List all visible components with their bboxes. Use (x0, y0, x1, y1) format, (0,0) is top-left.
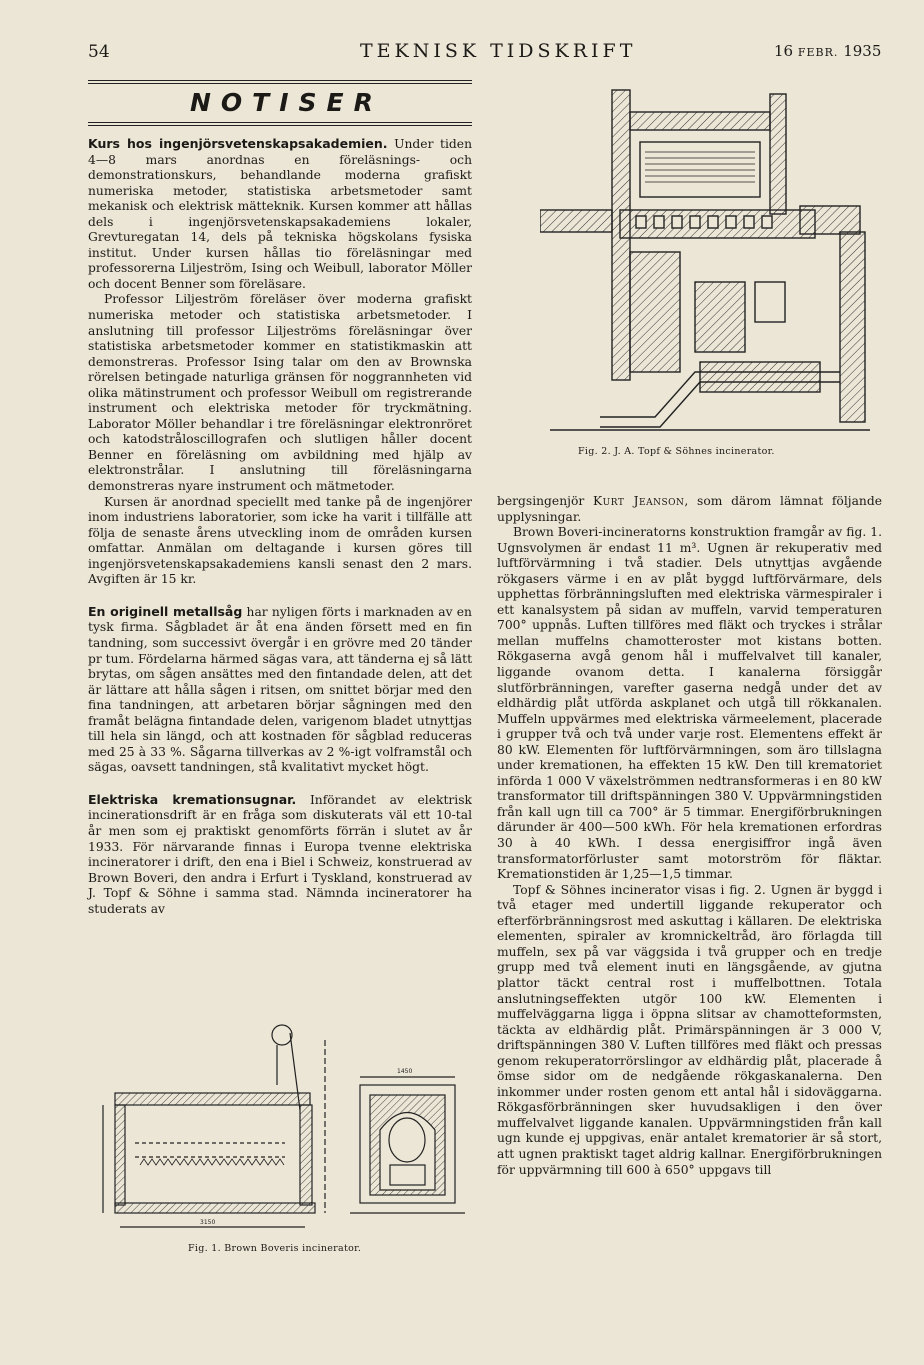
section-rule-bottom-1 (88, 122, 472, 123)
figure-1-dim-2: 3150 (200, 1219, 216, 1226)
article-kurs-p3: Kursen är anordnad speciellt med tanke på de ingenjörer inom industriens laboratorier, som icke ha varit i tillfälle att följa de senaste årens utveckling inom de områden kursen omfattar. Anmälan om deltagande i kursen göres till ingenjörsvetenskapsakademiens kansli senast den 2 mars. Avgiften är 15 kr. (88, 494, 472, 587)
section-rule-bottom-2 (88, 125, 472, 126)
section-rule-top-2 (88, 83, 472, 84)
article-krematorium-lead: Elektriska kremationsugnar. (88, 791, 297, 807)
article-kurs-p1: Under tiden 4—8 mars anordnas en föreläsnings- och demonstrationskurs, behandlande moderna grafiskt numeriska metoder, statistiska arbetsmetoder samt mekanisk och elektrisk mätteknik. Kursen kommer att hållas dels i ingenjörsvetenskapsakademiens lokaler, Grevturegatan 14, dels på tekniska högskolans fysiska institut. Under kursen hållas tio föreläsningar med professorerna Liljeström, Ising och Weibull, laborator Möller och docent Benner som föreläsare. (88, 137, 472, 291)
article-metallsag-lead: En originell metallsåg (88, 603, 243, 619)
article-krematorium-cont (497, 494, 882, 525)
figure-2-drawing (540, 82, 885, 437)
paragraph-topf: Topf & Söhnes incinerator visas i fig. 2. Ugnen är byggd i två etager med undertill liggande rekuperator och efterförbränningsrost med askuttag i källaren. De elektriska elementen, spiraler av kromnickeltråd, äro förlagda till muffeln, sex på var väggsida i två grupper och en tredje grupp med två element inuti en längsgående, av gjutna plattor täckt central rost i muffelbottnen. Totala anslutningseffekten utgör 100 kW. Elementen i muffelväggarna ligga i öppna slitsar av chamotteformsten, täckta av eldhärdig plåt. Primärspänningen är 3 000 V, driftspänningen 380 V. Luften tillföres med fläkt och pressas genom rekuperatorrörslingor av eldhärdig plåt, placerade å ömse sidor om de nedgående rökgaskanalerna. Den inkommer under rosten genom ett antal hål i sidoväggarna. Rökgasförbränningen sker huvudsakligen i den över muffelvalvet liggande kanalen. Uppvärmningstiden från kall ugn kunde ej uppgivas, enär antalet krematorier är så stort, att ugnen praktiskt taget aldrig kallnar. Energiförbrukningen för uppvärmning till 600 à 650° uppgavs till (497, 882, 882, 1177)
article-krematorium-body: Införandet av elektrisk incinerationsdrift är en fråga som diskuterats väl ett 10-tal år men som ej praktiskt genomförts förrän i slutet av år 1933. För närvarande finnas i Europa tvenne elektriska incineratorer i drift, den ena i Biel i Schweiz, konstruerad av Brown Boveri, den andra i Erfurt i Tyskland, konstruerad av J. Topf & Söhne i samma stad. Nämnda incineratorer ha studerats av (88, 792, 472, 916)
date-year: 1935 (843, 42, 882, 60)
right-column (497, 494, 882, 1178)
figure-2-caption: Fig. 2. J. A. Topf & Söhnes incinerator. (578, 446, 775, 457)
article-kurs-lead: Kurs hos ingenjörsvetenskapsakademien. (88, 136, 388, 151)
journal-title: TEKNISK TIDSKRIFT (360, 40, 637, 62)
date-day: 16 (774, 42, 794, 60)
left-column (88, 136, 472, 917)
article-kurs (88, 136, 472, 292)
article-krematorium (88, 792, 472, 917)
figure-1-caption: Fig. 1. Brown Boveris incinerator. (188, 1243, 362, 1254)
article-metallsag (88, 604, 472, 776)
paragraph-brown-boveri: Brown Boveri-incineratorns konstruktion framgår av fig. 1. Ugnsvolymen är endast 11 m³. Ugnen är rekuperativ med luftförvärmning i två stadier. Dels utnyttjas avgående rökgasers värme i en av plåt byggd luftförvärmare, dels upphettas förbränningsluften med elektriska värmespiraler i ett kanalsystem på sidan av muffeln, varvid temperaturen 700° uppnås. Luften tillföres med fläkt och tryckes i strålar mellan muffelns chamotteroster mot kistans botten. Rökgaserna avgå genom hål i muffelvalvet till kanaler, liggande ovanom detta. I kanalerna försiggår slutförbränningen, varefter gaserna nedgå under det av eldhärdig plåt utförda askplanet och utgå till rökkanalen. Muffeln uppvärmes med elektriska värmeelement, placerade i grupper två och två under varje rost. Elementens effekt är 80 kW. Elementen för luftförvärmningen, som äro tillslagna under kremationen, ha effekten 15 kW. Den till krematoriet införda 1 000 V växelströmmen nedtransformeras i en 80 kW transformator till driftspänningen 380 V. Uppvärmningstiden från kall ugn till ca 700° är 5 timmar. Energiförbrukningen därunder är 400—500 kWh. För hela kremationen erfordras 30 à 40 kWh. I dessa energisiffror ingå även transformatorförluster samt motorström för fläktar. Kremationstiden är 1,25—1,5 timmar. (497, 525, 882, 882)
page-number: 54 (88, 42, 110, 62)
person-name: Kurt Jeanson (592, 494, 685, 508)
article-metallsag-body: har nyligen förts i marknaden av en tysk firma. Sågbladet är åt ena änden försett med en fin tandning, som successivt övergår i en grövre med 20 tänder pr tum. Fördelarna härmed sägas vara, att tänderna ej så lätt brytas, om sågen ansättes med den fintandade delen, att det är lättare att hålla sågen i ritsen, om snittet börjar med den fina tandningen, att arbetaren börjar sågningen med den framåt belägna fintandade delen, varigenom bladet utnyttjas till hela sin längd, och att kostnaden för sågblad reduceras med 25 à 33 %. Sågarna tillverkas av 2 %-igt volframstål och sägas, oavsett tandningen, stå kvalitativt mycket högt. (88, 604, 473, 775)
cont-pre: bergsingenjör (497, 494, 585, 508)
article-kurs-p2: Professor Liljeström föreläser över moderna grafiskt numeriska metoder och statistiska arbetsmetoder. I anslutning till professor Liljeströms föreläsningar över statistiska arbetsmetoder kommer en statistikmaskin att demonstreras. Professor Ising talar om den av Brownska rörelsen betingade naturliga gränsen för noggrannheten vid olika mätinstrument och professor Weibull om registrerande instrument och elektriska metoder för tryckmätning. Laborator Möller behandlar i tre föreläsningar elektronröret och katodstråloscillografen och slutligen håller docent Benner en föreläsning om avbildning med hjälp av elektronstrålar. I anslutning till föreläsningarna demonstreras nyare instrument och mätmetoder. (88, 292, 472, 494)
section-title: NOTISER (190, 88, 383, 117)
date-month: FEBR. (797, 46, 839, 59)
figure-1-drawing (95, 1015, 470, 1240)
figure-1-dim-1: 1450 (397, 1068, 413, 1075)
section-rule-top-1 (88, 80, 472, 81)
cont-post: , som därom lämnat följande upplysningar. (497, 494, 882, 524)
issue-date (774, 42, 881, 60)
